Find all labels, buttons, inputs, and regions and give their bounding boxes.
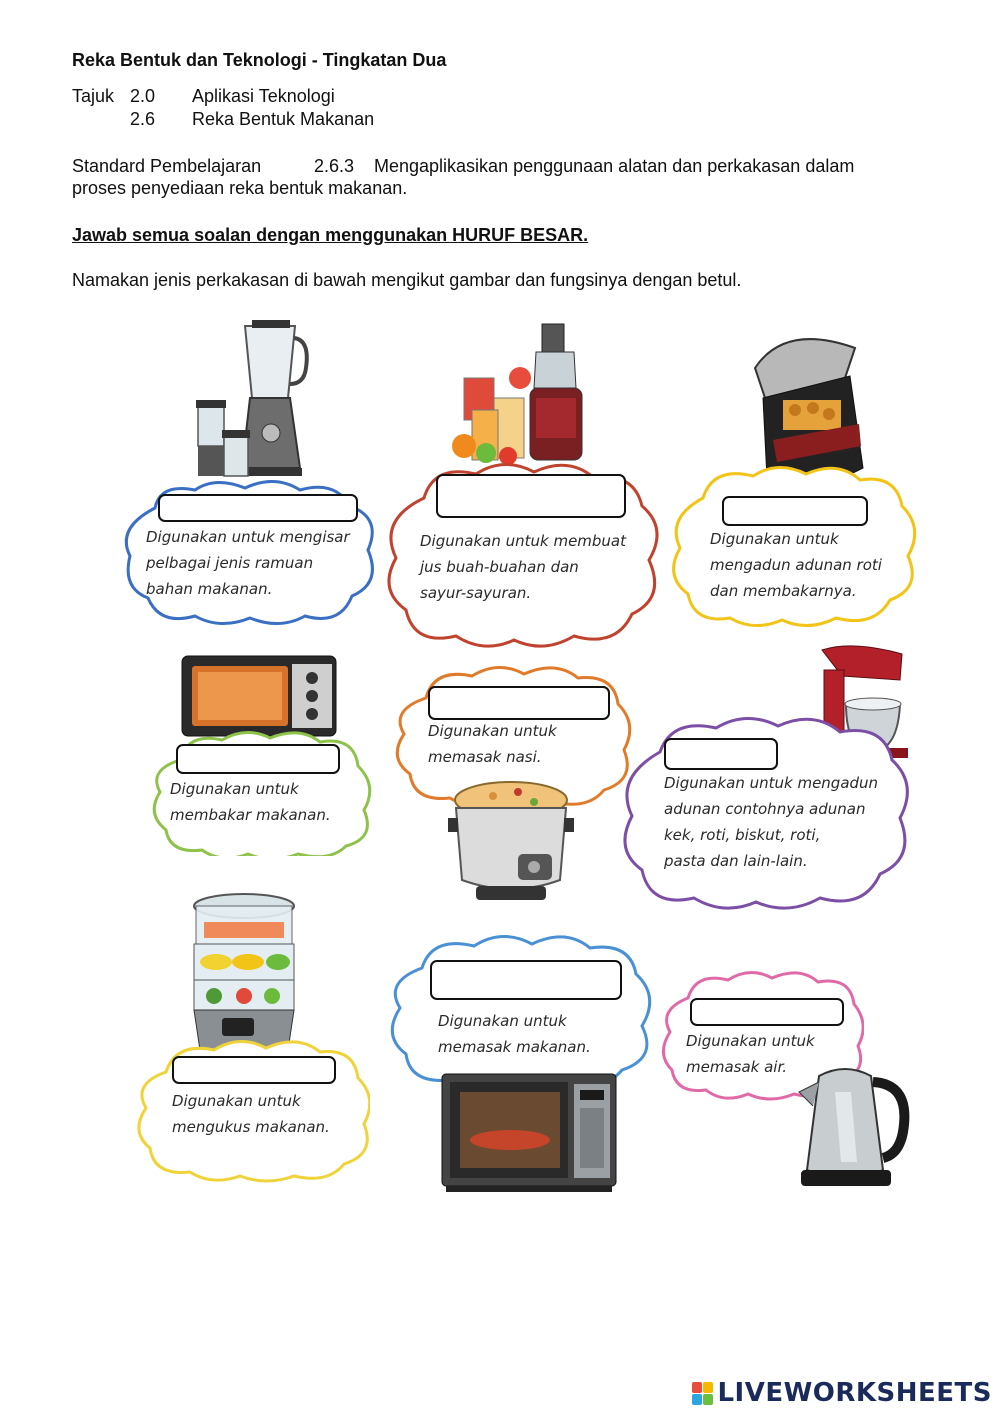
answer-box[interactable] (690, 998, 844, 1026)
topic-2-code: 2.6 (130, 109, 156, 129)
description-text: Digunakan untuk membakar makanan. (170, 780, 331, 824)
question-text: Namakan jenis perkakasan di bawah mengikut gambar dan fungsinya dengan betul. (72, 270, 742, 290)
food-steamer-icon (186, 892, 302, 1054)
liveworksheets-logo (692, 1378, 992, 1408)
rice-cooker-icon (448, 778, 574, 908)
description-text: Digunakan untuk mengisar pelbagai jenis ramuan bahan makanan. (146, 528, 350, 598)
description-text: Digunakan untuk mengadun adunan roti dan membakarnya. (710, 530, 882, 600)
answer-box[interactable] (172, 1056, 336, 1084)
topic-line-1 (72, 86, 335, 107)
answer-box[interactable] (722, 496, 868, 526)
microwave-icon (440, 1072, 618, 1194)
topic-line-2 (72, 109, 374, 130)
cloud-bread-maker (668, 458, 920, 628)
answer-box[interactable] (430, 960, 622, 1000)
description-text: Digunakan untuk memasak makanan. (438, 1012, 591, 1056)
description-text: Digunakan untuk mengadun adunan contohnya adunan kek, roti, biskut, roti, pasta dan lain-lain. (664, 774, 879, 870)
standard-text-1: Mengaplikasikan penggunaan alatan dan perkakasan dalam (374, 156, 855, 176)
answer-box[interactable] (664, 738, 778, 770)
logo-badge-icon (692, 1382, 713, 1405)
answer-box[interactable] (158, 494, 358, 522)
standard-line-1 (72, 156, 854, 177)
answer-box[interactable] (428, 686, 610, 720)
juicer-icon (450, 318, 610, 468)
cloud-toaster-oven (150, 726, 375, 856)
description-text: Digunakan untuk memasak nasi. (428, 722, 557, 766)
electric-kettle-icon (795, 1062, 913, 1192)
logo-text: LIVEWORKSHEETS (717, 1378, 992, 1408)
blender-icon (190, 318, 320, 483)
description-text: Digunakan untuk mengukus makanan. (172, 1092, 330, 1136)
cloud-microwave (386, 930, 656, 1090)
description-text: Digunakan untuk memasak air. (686, 1032, 815, 1076)
answer-box[interactable] (176, 744, 340, 774)
topic-1-name: Aplikasi Teknologi (192, 86, 335, 106)
worksheet-title: Reka Bentuk dan Teknologi - Tingkatan Dua (72, 50, 447, 70)
standard-label: Standard Pembelajaran (72, 156, 262, 176)
answer-box[interactable] (436, 474, 626, 518)
cloud-blender (120, 478, 382, 628)
topic-2-name: Reka Bentuk Makanan (192, 109, 375, 129)
cloud-juicer (384, 458, 664, 650)
instruction: Jawab semua soalan dengan menggunakan HURUF BESAR. (72, 225, 589, 245)
cloud-stand-mixer (620, 710, 916, 912)
topic-1-code: 2.0 (130, 86, 156, 106)
cloud-food-steamer (134, 1036, 370, 1186)
topic-label: Tajuk (72, 86, 115, 106)
standard-code: 2.6.3 (314, 156, 355, 176)
standard-text-2: proses penyediaan reka bentuk makanan. (72, 178, 408, 198)
description-text: Digunakan untuk membuat jus buah-buahan dan sayur-sayuran. (420, 532, 627, 602)
